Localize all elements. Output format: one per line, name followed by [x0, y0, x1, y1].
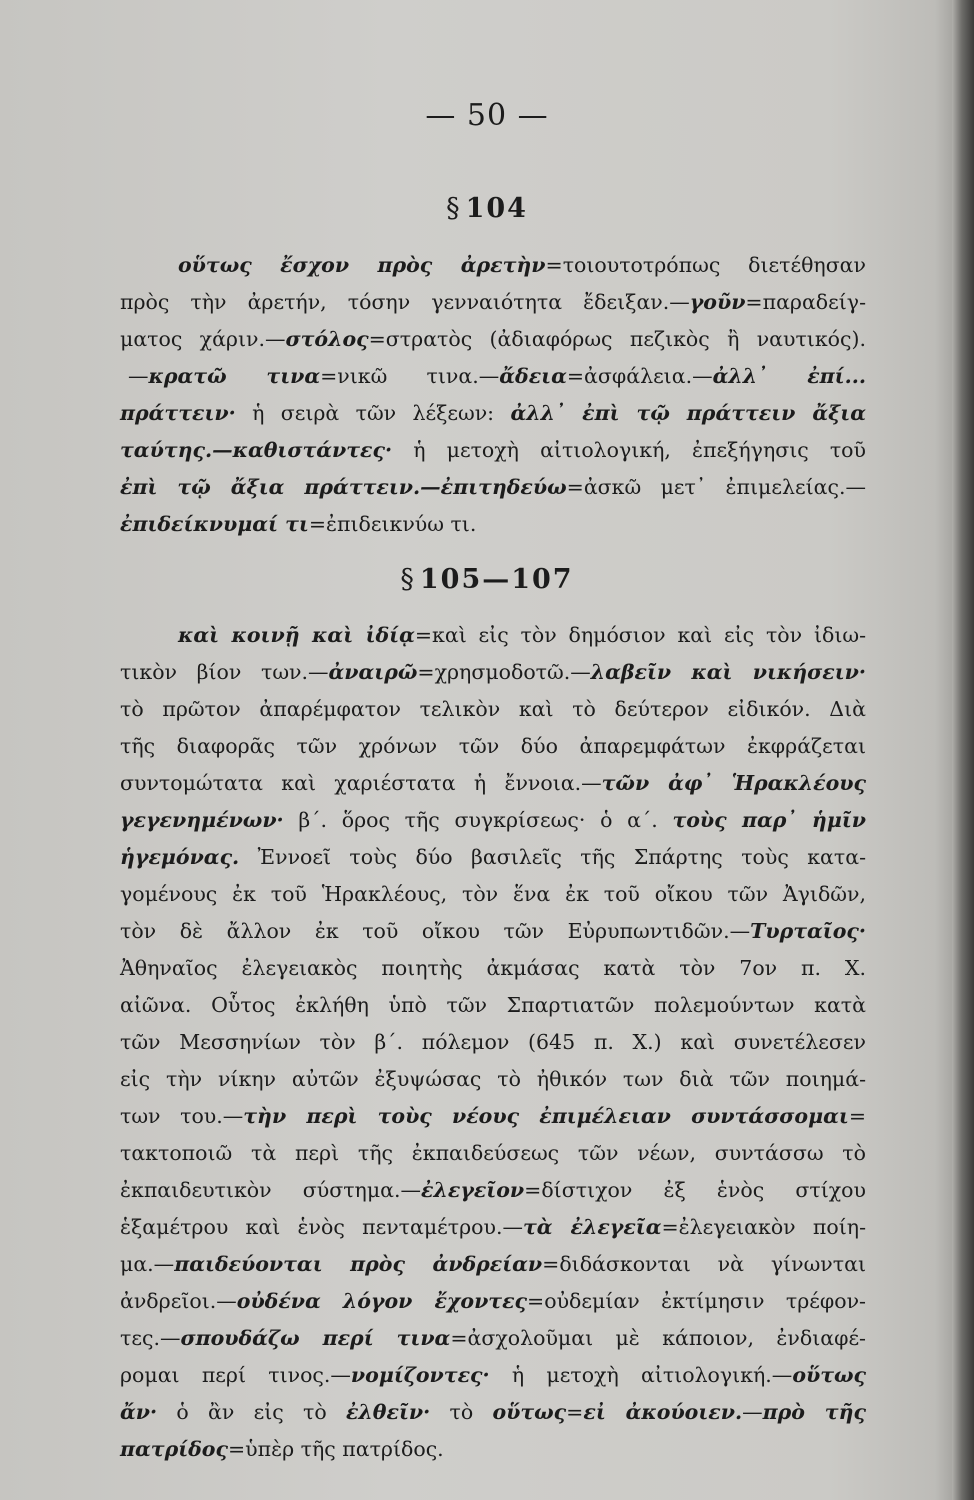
- keyword-term: οὕτως: [492, 1400, 567, 1424]
- keyword-term: ταύτης.—καθιστάντες·: [120, 438, 393, 462]
- section-heading-104: [0, 193, 974, 224]
- gloss-text: ἡ σειρὰ τῶν λέξεων:: [235, 401, 511, 425]
- keyword-term: γοῦν: [689, 290, 746, 314]
- text-line: [120, 1024, 866, 1061]
- gloss-text: =διδάσκονται νὰ γίνωνται: [542, 1252, 866, 1276]
- keyword-term: σπουδάζω περί τινα: [180, 1326, 451, 1350]
- gloss-text: =τοιουτοτρόπως διετέθησαν: [545, 253, 866, 277]
- gloss-text: =νικῶ τινα.—: [320, 364, 500, 388]
- gloss-text: =ἀσφάλεια.—: [566, 364, 713, 388]
- text-line: [120, 358, 866, 395]
- gloss-text: =: [848, 1104, 866, 1128]
- gloss-text: ἐκπαιδευτικὸν σύστημα.—: [120, 1178, 422, 1202]
- text-line: [120, 432, 866, 469]
- keyword-term: πατρίδος: [120, 1437, 228, 1461]
- text-line: [120, 1246, 866, 1283]
- keyword-term: οὕτως ἔσχον πρὸς ἀρετὴν: [178, 253, 546, 277]
- gloss-text: =ἐλεγειακὸν ποίη-: [661, 1215, 866, 1239]
- keyword-term: ἐπιδείκνυμαί τι: [120, 512, 309, 536]
- keyword-term: πράττειν·: [120, 401, 236, 425]
- text-line: [120, 1135, 866, 1172]
- gloss-text: —: [742, 1400, 763, 1424]
- gloss-text: =ἀσχολοῦμαι μὲ κάποιον, ἐνδιαφέ-: [450, 1326, 866, 1350]
- text-line: [120, 728, 866, 765]
- gloss-text: τὸ πρῶτον ἀπαρέμφατον τελικὸν καὶ τὸ δεύτερον εἰδικόν. Διὰ: [120, 697, 866, 721]
- gloss-text: τακτοποιῶ τὰ περὶ τῆς ἐκπαιδεύσεως τῶν νέων, συντάσσω τὸ: [120, 1141, 866, 1165]
- text-line: [120, 987, 866, 1024]
- gloss-text: ματος χάριν.—: [120, 327, 286, 351]
- section-heading-number: 104: [465, 193, 528, 224]
- text-line: [120, 802, 866, 839]
- keyword-term: εἰ ἀκούοιεν.: [583, 1400, 743, 1424]
- text-line: [120, 1172, 866, 1209]
- keyword-term: οὕτως: [792, 1363, 867, 1387]
- text-line: [120, 839, 866, 876]
- page-binding-shadow: [952, 0, 974, 1500]
- text-line: [120, 247, 866, 284]
- keyword-term: ἄδεια: [499, 364, 567, 388]
- section-mark: §: [446, 193, 462, 224]
- gloss-text: γομένους ἐκ τοῦ Ἡρακλέους, τὸν ἕνα ἐκ τοῦ οἴκου τῶν Ἀγιδῶν,: [120, 882, 866, 906]
- text-line: [120, 950, 866, 987]
- keyword-term: ἐλεγεῖον: [421, 1178, 525, 1202]
- gloss-text: τὸν δὲ ἄλλον ἐκ τοῦ οἴκου τῶν Εὐρυπωντιδῶν.—: [120, 919, 751, 943]
- section-text-105-107: [120, 617, 866, 1468]
- gloss-text: αἰῶνα. Οὗτος ἐκλήθη ὑπὸ τῶν Σπαρτιατῶν πολεμούντων κατὰ: [120, 993, 866, 1017]
- keyword-term: γεγενημένων·: [120, 808, 284, 832]
- text-line: [120, 1209, 866, 1246]
- text-line: [120, 654, 866, 691]
- keyword-term: ἀναιρῶ: [328, 660, 418, 684]
- text-line: [120, 469, 866, 506]
- keyword-term: κρατῶ τινα: [148, 364, 321, 388]
- keyword-term: ἀλλ᾿ ἐπὶ τῷ πράττειν ἄξια: [510, 401, 866, 425]
- gloss-text: =χρησμοδοτῶ.—: [417, 660, 591, 684]
- section-mark: §: [400, 564, 416, 595]
- gloss-text: τῶν Μεσσηνίων τὸν β΄. πόλεμον (645 π. Χ.) καὶ συνετέλεσεν: [120, 1030, 866, 1054]
- text-line: [120, 913, 866, 950]
- text-line: [120, 395, 866, 432]
- gloss-text: ἑξαμέτρου καὶ ἑνὸς πενταμέτρου.—: [120, 1215, 524, 1239]
- keyword-term: ἀλλ᾿ ἐπί...: [712, 364, 866, 388]
- keyword-term: τὰ ἐλεγεῖα: [523, 1215, 662, 1239]
- keyword-term: στόλος: [285, 327, 369, 351]
- gloss-text: =ἀσκῶ μετ᾿ ἐπιμελείας.—: [566, 475, 866, 499]
- gloss-text: τες.—: [120, 1326, 181, 1350]
- keyword-term: καὶ κοινῇ καὶ ἰδίᾳ: [178, 623, 415, 647]
- keyword-term: παιδεύονται πρὸς ἀνδρείαν: [174, 1252, 543, 1276]
- text-line: [120, 1394, 866, 1431]
- keyword-term: οὐδένα λόγον ἔχοντες: [236, 1289, 528, 1313]
- gloss-text: =στρατὸς (ἀδιαφόρως πεζικὸς ἢ ναυτικός).: [368, 327, 866, 351]
- gloss-text: μα.—: [120, 1252, 175, 1276]
- keyword-term: τῶν ἀφ᾿ Ἡρακλέους: [601, 771, 866, 795]
- gloss-text: =δίστιχον ἐξ ἑνὸς στίχου: [524, 1178, 866, 1202]
- keyword-term: λαβεῖν καὶ νικήσειν·: [590, 660, 866, 684]
- text-line: [120, 691, 866, 728]
- gloss-text: τὸ: [430, 1400, 493, 1424]
- text-line: [120, 1357, 866, 1394]
- keyword-term: πρὸ τῆς: [762, 1400, 866, 1424]
- gloss-text: =καὶ εἰς τὸν δημόσιον καὶ εἰς τὸν ἰδιω-: [414, 623, 867, 647]
- text-line: [120, 876, 866, 913]
- gloss-text: τῆς διαφορᾶς τῶν χρόνων τῶν δύο ἀπαρεμφάτων ἐκφράζεται: [120, 734, 866, 758]
- gloss-text: =παραδείγ-: [745, 290, 866, 314]
- page-number: — 50 —: [425, 98, 549, 133]
- gloss-text: =: [566, 1400, 584, 1424]
- gloss-text: Ἀθηναῖος ἐλεγειακὸς ποιητὴς ἀκμάσας κατὰ τὸν 7ον π. Χ.: [120, 956, 866, 980]
- gloss-text: πρὸς τὴν ἀρετήν, τόσην γενναιότητα ἔδειξαν.—: [120, 290, 690, 314]
- section-heading-105-107: [0, 564, 974, 595]
- text-line: [120, 617, 866, 654]
- gloss-text: εἰς τὴν νίκην αὐτῶν ἐξυψώσας τὸ ἠθικόν των διὰ τῶν ποιημά-: [120, 1067, 866, 1091]
- text-line: [120, 321, 866, 358]
- keyword-term: νομίζοντες·: [350, 1363, 490, 1387]
- keyword-term: τοὺς παρ᾿ ἡμῖν: [672, 808, 866, 832]
- keyword-term: ἄν·: [120, 1400, 158, 1424]
- keyword-term: ἐλθεῖν·: [345, 1400, 431, 1424]
- gloss-text: τικὸν βίον των.—: [120, 660, 329, 684]
- gloss-text: ρομαι περί τινος.—: [120, 1363, 351, 1387]
- keyword-term: ἐπὶ τῷ ἄξια πράττειν.—ἐπιτηδεύω: [120, 475, 567, 499]
- text-line: [120, 284, 866, 321]
- text-line: [120, 506, 866, 543]
- keyword-term: ἡγεμόνας.: [120, 845, 240, 869]
- text-line: [120, 765, 866, 802]
- text-line: [120, 1098, 866, 1135]
- text-line: [120, 1320, 866, 1357]
- section-heading-number: 105—107: [419, 564, 574, 595]
- gloss-text: β΄. ὅρος τῆς συγκρίσεως· ὁ α΄.: [283, 808, 673, 832]
- gloss-text: ὁ ἂν εἰς τὸ: [157, 1400, 346, 1424]
- gloss-text: =ὑπὲρ τῆς πατρίδος.: [227, 1437, 444, 1461]
- text-line: [120, 1283, 866, 1320]
- gloss-text: ἡ μετοχὴ αἰτιολογική, ἐπεξήγησις τοῦ: [392, 438, 866, 462]
- gloss-text: =οὐδεμίαν ἐκτίμησιν τρέφον-: [527, 1289, 866, 1313]
- keyword-term: τὴν περὶ τοὺς νέους ἐπιμέλειαν συντάσσομαι: [243, 1104, 849, 1128]
- keyword-term: Τυρταῖος·: [750, 919, 866, 943]
- text-line: [120, 1431, 866, 1468]
- gloss-text: των του.—: [120, 1104, 244, 1128]
- gloss-text: Ἐννοεῖ τοὺς δύο βασιλεῖς τῆς Σπάρτης τοὺς κατα-: [239, 845, 866, 869]
- section-text-104: [120, 247, 866, 543]
- gloss-text: —: [128, 364, 149, 388]
- gloss-text: =ἐπιδεικνύω τι.: [308, 512, 477, 536]
- gloss-text: συντομώτατα καὶ χαριέστατα ἡ ἔννοια.—: [120, 771, 602, 795]
- text-line: [120, 1061, 866, 1098]
- gloss-text: ἀνδρεῖοι.—: [120, 1289, 237, 1313]
- gloss-text: ἡ μετοχὴ αἰτιολογική.—: [489, 1363, 793, 1387]
